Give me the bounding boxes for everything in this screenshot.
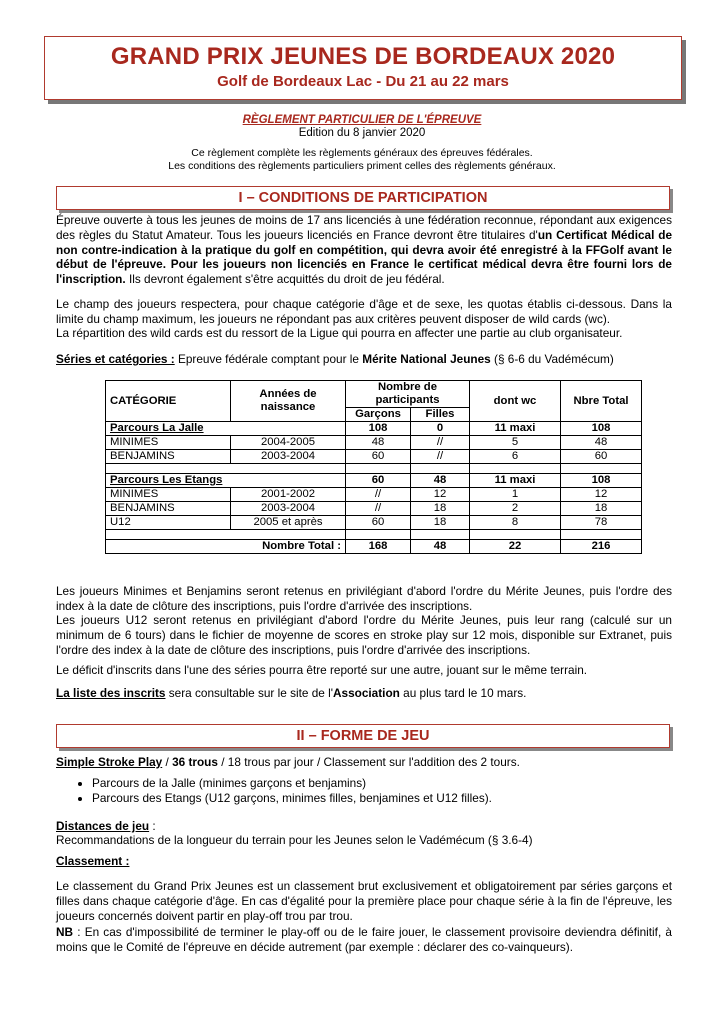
reglement-note-2: Les conditions des règlements particuliers priment celles des règlements généraux. <box>168 160 556 172</box>
cell: 12 <box>561 488 642 502</box>
reglement-note-1: Ce règlement complète les règlements généraux des épreuves fédérales. <box>191 147 533 159</box>
header-dontwc: dont wc <box>470 381 561 422</box>
cell: 168 <box>346 540 411 554</box>
section-1-paragraph-2: Le champ des joueurs respectera, pour chaque catégorie d'âge et de sexe, les quotas établis ci-dessous. Dans la limite du champ maximum, les joueurs ne répondant pas aux critères peuvent disposer de wild cards (wc). <box>56 297 672 326</box>
after-table-paragraph-1: Les joueurs Minimes et Benjamins seront retenus en privilégiant d'abord l'ordre du Mérite Jeunes, puis l'ordre des index à la date de clôture des inscriptions, puis l'ordre d'arrivée des inscriptions. <box>56 584 672 613</box>
distances-label-line <box>56 819 672 834</box>
cell: 48 <box>346 436 411 450</box>
cell: U12 <box>106 516 231 530</box>
cell: // <box>346 502 411 516</box>
table-row <box>106 450 642 464</box>
cell: 108 <box>561 474 642 488</box>
header-categorie: CATÉGORIE <box>106 381 231 422</box>
cell: 108 <box>561 422 642 436</box>
after-table-paragraph-3: Le déficit d'inscrits dans l'une des séries pourra être reporté sur une autre, jouant sur le même terrain. <box>56 663 588 677</box>
ssp-bold: 36 trous <box>172 755 218 769</box>
cell: 2003-2004 <box>231 450 346 464</box>
cell: 2005 et après <box>231 516 346 530</box>
classement-label: Classement : <box>56 854 130 868</box>
p1-text-a: Épreuve ouverte à tous les jeunes de moins de 17 ans licenciés à une fédération reconnue, répondant aux exigences des règles du Statut Amateur. Tous les joueurs licenciés en France devront être titulaires d' <box>56 213 672 242</box>
section-1-paragraph-3: La répartition des wild cards est du ressort de la Ligue qui pourra en affecter une partie au club organisateur. <box>56 326 623 340</box>
header-filles: Filles <box>411 408 470 422</box>
categories-table <box>105 380 642 554</box>
cell: 12 <box>411 488 470 502</box>
cell: 2 <box>470 502 561 516</box>
header-annees: Années de naissance <box>231 381 346 422</box>
cell: BENJAMINS <box>106 502 231 516</box>
title-box <box>44 36 682 100</box>
ssp-text: / 18 trous par jour / Classement sur l'addition des 2 tours. <box>217 755 520 769</box>
cell: 60 <box>346 516 411 530</box>
ssp-label: Simple Stroke Play <box>56 755 163 769</box>
cell: 18 <box>411 516 470 530</box>
cell: 11 maxi <box>470 422 561 436</box>
table-spacer-row <box>106 530 642 540</box>
group-name: Parcours Les Etangs <box>106 474 346 488</box>
section-1-heading: I – CONDITIONS DE PARTICIPATION <box>56 186 670 210</box>
cell: // <box>411 450 470 464</box>
cell: 0 <box>411 422 470 436</box>
table-row <box>106 488 642 502</box>
inscrits-bold: Association <box>333 686 400 700</box>
nb-text: : En cas d'impossibilité de terminer le play-off ou de le faire jouer, le classement provisoire deviendra définitif, à moins que le Comité de l'épreuve en décide autrement (par exemple : déclarer des co-vainqueurs). <box>56 925 672 954</box>
document-title: GRAND PRIX JEUNES DE BORDEAUX 2020 <box>110 43 616 70</box>
section-1-paragraph-1 <box>56 213 672 287</box>
total-label: Nombre Total : <box>106 540 346 554</box>
table-row <box>106 516 642 530</box>
ssp-sep: / <box>162 755 173 769</box>
table-row <box>106 436 642 450</box>
cell: 48 <box>561 436 642 450</box>
cell: 48 <box>411 540 470 554</box>
cell: 5 <box>470 436 561 450</box>
cell: 18 <box>411 502 470 516</box>
cell: 48 <box>411 474 470 488</box>
cell: 2003-2004 <box>231 502 346 516</box>
cell: // <box>411 436 470 450</box>
header-garcons: Garçons <box>346 408 411 422</box>
series-label: Séries et catégories : <box>56 352 175 366</box>
cell: 2001-2002 <box>231 488 346 502</box>
series-bold: Mérite National Jeunes <box>362 352 491 366</box>
cell: 60 <box>561 450 642 464</box>
nb-label: NB <box>56 925 74 939</box>
inscrits-label: La liste des inscrits <box>56 686 166 700</box>
cell: 216 <box>561 540 642 554</box>
inscrits-line <box>56 686 672 701</box>
series-end: (§ 6-6 du Vadémécum) <box>490 352 614 366</box>
document-subtitle: Golf de Bordeaux Lac - Du 21 au 22 mars <box>217 73 509 90</box>
stroke-play-line <box>56 755 672 770</box>
cell: 22 <box>470 540 561 554</box>
table-total-row <box>106 540 642 554</box>
table-row <box>106 502 642 516</box>
cell: 11 maxi <box>470 474 561 488</box>
inscrits-end: au plus tard le 10 mars. <box>399 686 527 700</box>
parcours-list <box>70 776 492 806</box>
table-row <box>106 422 642 436</box>
series-line <box>56 352 672 367</box>
cell: 6 <box>470 450 561 464</box>
distances-text: Recommandations de la longueur du terrain pour les Jeunes selon le Vadémécum (§ 3.6-4) <box>56 833 533 847</box>
classement-label-line <box>56 854 672 869</box>
cell: 60 <box>346 474 411 488</box>
list-item: • Parcours des Etangs (U12 garçons, minimes filles, benjamines et U12 filles). <box>92 791 492 806</box>
after-table-paragraph-2: Les joueurs U12 seront retenus en privilégiant d'abord l'ordre du Mérite Jeunes, puis leur rang (calculé sur un minimum de 6 tours) dans le fichier de moyenne de scores en stroke play sur 12 mois, disponible sur Extranet, puis l'ordre des index à la date de clôture des inscriptions, puis l'ordre d'arrivée des inscriptions. <box>56 613 672 657</box>
cell: MINIMES <box>106 488 231 502</box>
cell: 1 <box>470 488 561 502</box>
p1-text-bold: un Certificat Médical de non contre-indication à la pratique du golf en compétition, qui devra avoir été enregistré à la FFGolf avant le début de l'épreuve. Pour les joueurs non licenciés en France le certificat médical devra être fourni lors de l'inscription. <box>56 227 673 287</box>
cell: 2004-2005 <box>231 436 346 450</box>
nb-paragraph <box>56 925 672 955</box>
p1-text-c: Ils devront également s'être acquittés du droit de jeu fédéral. <box>125 272 445 287</box>
header-nombre: Nombre de participants <box>346 381 470 408</box>
distances-label: Distances de jeu <box>56 819 150 833</box>
cell: 78 <box>561 516 642 530</box>
table-row <box>106 474 642 488</box>
distances-colon: : <box>149 819 156 833</box>
cell: 108 <box>346 422 411 436</box>
cell: // <box>346 488 411 502</box>
edition-date: Edition du 8 janvier 2020 <box>298 127 426 139</box>
list-item: • Parcours de la Jalle (minimes garçons et benjamins) <box>92 776 492 791</box>
cell: 60 <box>346 450 411 464</box>
header-total: Nbre Total <box>561 381 642 422</box>
series-text: Epreuve fédérale comptant pour le <box>174 352 363 366</box>
inscrits-text: sera consultable sur le site de l' <box>165 686 333 700</box>
table-spacer-row <box>106 464 642 474</box>
section-2-heading: II – FORME DE JEU <box>56 724 670 748</box>
group-name: Parcours La Jalle <box>106 422 346 436</box>
cell: BENJAMINS <box>106 450 231 464</box>
cell: 8 <box>470 516 561 530</box>
classement-text: Le classement du Grand Prix Jeunes est un classement brut exclusivement et obligatoirement par séries garçons et filles dans chaque catégorie d'âge. En cas d'égalité pour la première place pour chaque série à la fin de l'épreuve, les joueurs concernés doivent partir en play-off trou par trou. <box>56 879 672 923</box>
cell: MINIMES <box>106 436 231 450</box>
cell: 18 <box>561 502 642 516</box>
reglement-title: RÈGLEMENT PARTICULIER DE L'ÉPREUVE <box>242 114 482 126</box>
